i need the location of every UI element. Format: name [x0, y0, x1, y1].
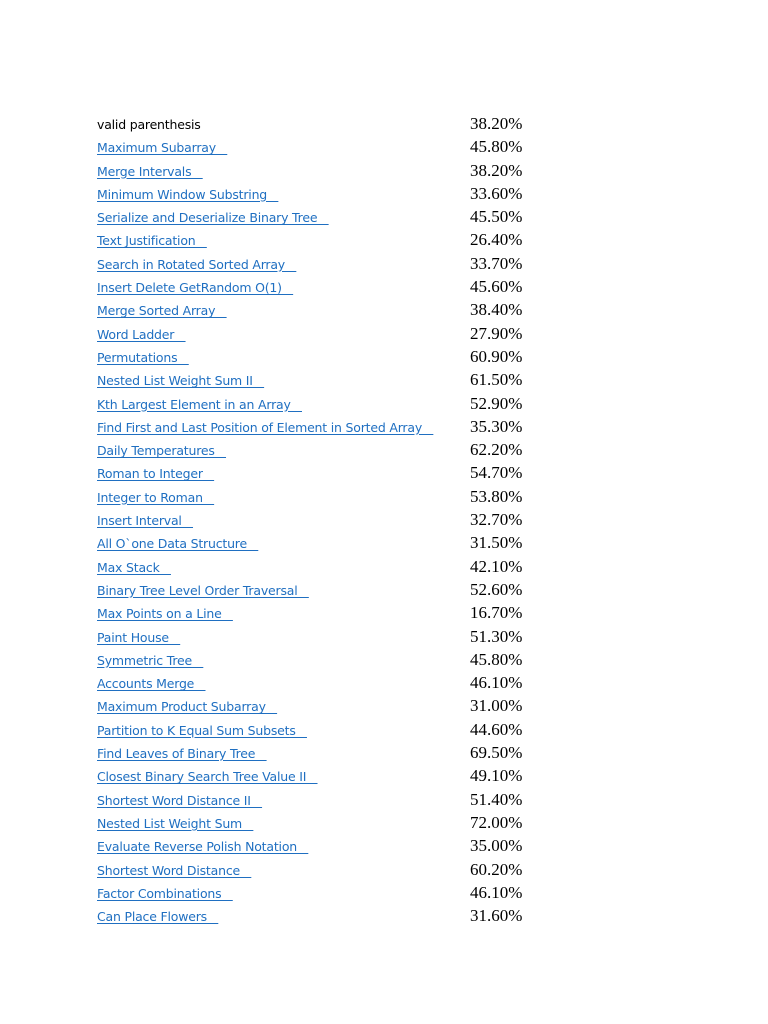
- problem-link[interactable]: Nested List Weight Sum: [97, 815, 254, 831]
- acceptance-rate: 33.70%: [470, 253, 523, 273]
- problem-link[interactable]: Binary Tree Level Order Traversal: [97, 582, 309, 598]
- list-item: [97, 742, 557, 765]
- list-item: [97, 393, 557, 416]
- acceptance-rate: 51.30%: [470, 626, 523, 646]
- list-item: [97, 859, 557, 882]
- acceptance-rate: 38.20%: [470, 160, 523, 180]
- acceptance-rate: 31.50%: [470, 533, 523, 553]
- problem-link[interactable]: Insert Interval: [97, 513, 194, 529]
- list-item: [97, 206, 557, 229]
- problem-link[interactable]: Shortest Word Distance: [97, 862, 252, 878]
- problem-link[interactable]: Kth Largest Element in an Array: [97, 396, 302, 412]
- problem-link[interactable]: Find First and Last Position of Element in Sorted Array: [97, 419, 434, 435]
- list-item: [97, 812, 557, 835]
- problem-link[interactable]: Factor Combinations: [97, 885, 233, 901]
- acceptance-rate: 33.60%: [470, 183, 523, 203]
- problem-list: [97, 113, 557, 928]
- list-item: [97, 509, 557, 532]
- problem-link[interactable]: Serialize and Deserialize Binary Tree: [97, 210, 329, 226]
- acceptance-rate: 27.90%: [470, 323, 523, 343]
- list-item: [97, 136, 557, 159]
- acceptance-rate: 35.30%: [470, 416, 523, 436]
- problem-link[interactable]: Evaluate Reverse Polish Notation: [97, 839, 309, 855]
- acceptance-rate: 60.90%: [470, 346, 523, 366]
- list-item: [97, 486, 557, 509]
- list-item: [97, 439, 557, 462]
- list-item: [97, 416, 557, 439]
- list-item: [97, 276, 557, 299]
- acceptance-rate: 61.50%: [470, 370, 523, 390]
- list-item: [97, 532, 557, 555]
- acceptance-rate: 16.70%: [470, 603, 523, 623]
- list-item: [97, 299, 557, 322]
- acceptance-rate: 31.00%: [470, 696, 523, 716]
- problem-link[interactable]: Shortest Word Distance II: [97, 792, 263, 808]
- acceptance-rate: 31.60%: [470, 906, 523, 926]
- list-item: [97, 835, 557, 858]
- list-item: [97, 882, 557, 905]
- problem-link[interactable]: Paint House: [97, 629, 181, 645]
- problem-link[interactable]: Symmetric Tree: [97, 652, 204, 668]
- problem-link[interactable]: Find Leaves of Binary Tree: [97, 746, 267, 762]
- list-item: [97, 579, 557, 602]
- problem-link[interactable]: Accounts Merge: [97, 676, 206, 692]
- acceptance-rate: 32.70%: [470, 510, 523, 530]
- acceptance-rate: 45.50%: [470, 207, 523, 227]
- problem-link[interactable]: Integer to Roman: [97, 489, 215, 505]
- problem-link[interactable]: All O`one Data Structure: [97, 536, 259, 552]
- list-item: [97, 789, 557, 812]
- list-item: [97, 695, 557, 718]
- list-item: [97, 765, 557, 788]
- list-item: [97, 905, 557, 928]
- acceptance-rate: 42.10%: [470, 556, 523, 576]
- acceptance-rate: 45.60%: [470, 277, 523, 297]
- list-item: [97, 462, 557, 485]
- problem-link[interactable]: Permutations: [97, 349, 189, 365]
- acceptance-rate: 44.60%: [470, 719, 523, 739]
- problem-link[interactable]: Minimum Window Substring: [97, 186, 279, 202]
- acceptance-rate: 51.40%: [470, 789, 523, 809]
- problem-link[interactable]: Maximum Subarray: [97, 140, 228, 156]
- acceptance-rate: 46.10%: [470, 673, 523, 693]
- acceptance-rate: 69.50%: [470, 743, 523, 763]
- problem-link[interactable]: Word Ladder: [97, 326, 186, 342]
- problem-link[interactable]: Maximum Product Subarray: [97, 699, 278, 715]
- list-item: [97, 719, 557, 742]
- list-item: [97, 253, 557, 276]
- list-item: [97, 183, 557, 206]
- list-item: [97, 672, 557, 695]
- acceptance-rate: 38.40%: [470, 300, 523, 320]
- problem-link[interactable]: Insert Delete GetRandom O(1): [97, 280, 294, 296]
- list-item: [97, 649, 557, 672]
- list-item: [97, 346, 557, 369]
- problem-link[interactable]: Max Stack: [97, 559, 171, 575]
- list-item: [97, 229, 557, 252]
- problem-link[interactable]: Closest Binary Search Tree Value II: [97, 769, 318, 785]
- problem-link[interactable]: Merge Intervals: [97, 163, 203, 179]
- problem-link[interactable]: Can Place Flowers: [97, 909, 219, 925]
- acceptance-rate: 45.80%: [470, 137, 523, 157]
- problem-link[interactable]: Nested List Weight Sum II: [97, 373, 265, 389]
- list-item: [97, 556, 557, 579]
- list-item: [97, 602, 557, 625]
- list-item: [97, 323, 557, 346]
- problem-link[interactable]: Merge Sorted Array: [97, 303, 227, 319]
- acceptance-rate: 54.70%: [470, 463, 523, 483]
- list-item: [97, 160, 557, 183]
- acceptance-rate: 53.80%: [470, 486, 523, 506]
- problem-link[interactable]: Search in Rotated Sorted Array: [97, 256, 297, 272]
- problem-link[interactable]: Roman to Integer: [97, 466, 215, 482]
- acceptance-rate: 52.60%: [470, 579, 523, 599]
- acceptance-rate: 72.00%: [470, 812, 523, 832]
- acceptance-rate: 62.20%: [470, 440, 523, 460]
- acceptance-rate: 46.10%: [470, 882, 523, 902]
- acceptance-rate: 26.40%: [470, 230, 523, 250]
- problem-link[interactable]: Max Points on a Line: [97, 606, 233, 622]
- list-item: [97, 369, 557, 392]
- problem-link[interactable]: Text Justification: [97, 233, 207, 249]
- problem-link[interactable]: Daily Temperatures: [97, 443, 227, 459]
- acceptance-rate: 60.20%: [470, 859, 523, 879]
- problem-title: valid parenthesis: [97, 117, 201, 132]
- acceptance-rate: 52.90%: [470, 393, 523, 413]
- list-item: [97, 113, 557, 136]
- list-item: [97, 626, 557, 649]
- acceptance-rate: 38.20%: [470, 114, 523, 133]
- acceptance-rate: 35.00%: [470, 836, 523, 856]
- acceptance-rate: 49.10%: [470, 766, 523, 786]
- acceptance-rate: 45.80%: [470, 649, 523, 669]
- problem-link[interactable]: Partition to K Equal Sum Subsets: [97, 722, 307, 738]
